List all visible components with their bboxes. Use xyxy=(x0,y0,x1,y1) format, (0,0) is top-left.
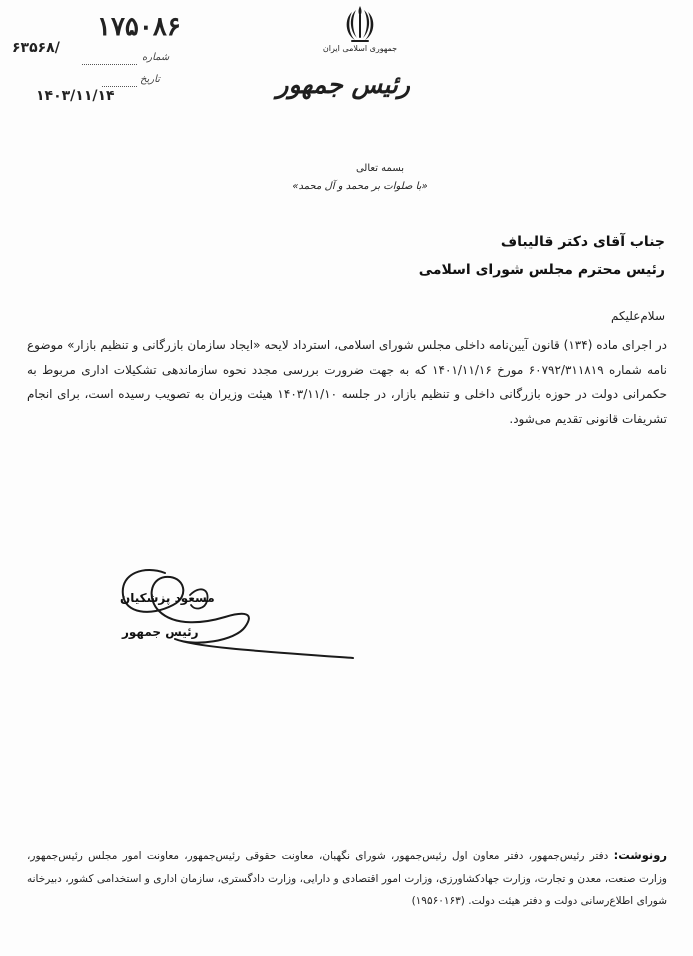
letter-body xyxy=(27,333,667,431)
copies-recipients: دفتر رئیس‌جمهور، دفتر معاون اول رئیس‌جمهور، شورای نگهبان، معاونت حقوقی رئیس‌جمهور، معاونت امور مجلس رئیس‌جمهور، وزارت صنعت، معدن و تجارت، وزارت جهادکشاورزی، وزارت امور اقتصادی و دارایی، وزارت دادگستری، سازمان اداری و استخدامی کشور، دبیرخانه شورای اطلاع‌رسانی دولت و دفتر هیئت دولت. (۱۹۵۶۰۱۶۳) xyxy=(27,850,667,907)
letter-number: ۱۷۵۰۸۶ xyxy=(97,12,181,42)
greeting: سلام‌علیکم xyxy=(610,309,665,323)
date-label: تاریخ xyxy=(140,74,160,85)
office-title: رئیس جمهور xyxy=(276,70,410,99)
copies-label: رونوشت: xyxy=(613,848,667,862)
invocation-line-1: بسمه تعالی xyxy=(355,163,405,174)
date-dotted-line xyxy=(102,86,137,87)
body-paragraph: در اجرای ماده (۱۳۴) قانون آیین‌نامه داخلی مجلس شورای اسلامی، استرداد لایحه «ایجاد سازمان بازرگانی و تنظیم بازار» موضوع نامه شماره ۶۰۷۹۲/۳۱۱۸۱۹ مورخ ۱۴۰۱/۱۱/۱۶ که به جهت ضرورت بررسی مجدد نحوه سازماندهی تشکیلات اداری مربوط به حکمرانی دولت در حوزه بازرگانی داخلی و تنظیم بازار، در جلسه ۱۴۰۳/۱۱/۱۰ هیئت وزیران به تصویب رسیده است، برای انجام تشریفات قانونی تقدیم می‌شود. xyxy=(27,338,668,426)
number-dotted-line xyxy=(82,64,137,65)
number-label: شماره xyxy=(142,52,170,63)
addressee-name: جناب آقای دکتر قالیباف xyxy=(500,234,665,250)
letter-metadata xyxy=(12,12,187,107)
copies-paragraph xyxy=(27,844,667,913)
copies-list xyxy=(27,844,667,913)
addressee-title: رئیس محترم مجلس شورای اسلامی xyxy=(418,262,665,278)
invocation xyxy=(250,160,470,196)
letter-date: ۱۴۰۳/۱۱/۱۴ xyxy=(36,88,115,104)
invocation-line-2: «با صلوات بر محمد و آل محمد» xyxy=(292,181,428,192)
addressee xyxy=(265,228,665,284)
handwritten-signature xyxy=(95,555,365,670)
iran-emblem-icon xyxy=(343,4,377,44)
emblem-caption: جمهوری اسلامی ایران xyxy=(322,44,398,53)
signatory-name: مسعود پزشکیان xyxy=(120,591,215,605)
signatory-title: رئیس جمهور xyxy=(122,625,199,639)
signature-stroke-icon xyxy=(95,555,365,670)
reference-number: ۶۳۵۶۸/ xyxy=(12,40,60,56)
